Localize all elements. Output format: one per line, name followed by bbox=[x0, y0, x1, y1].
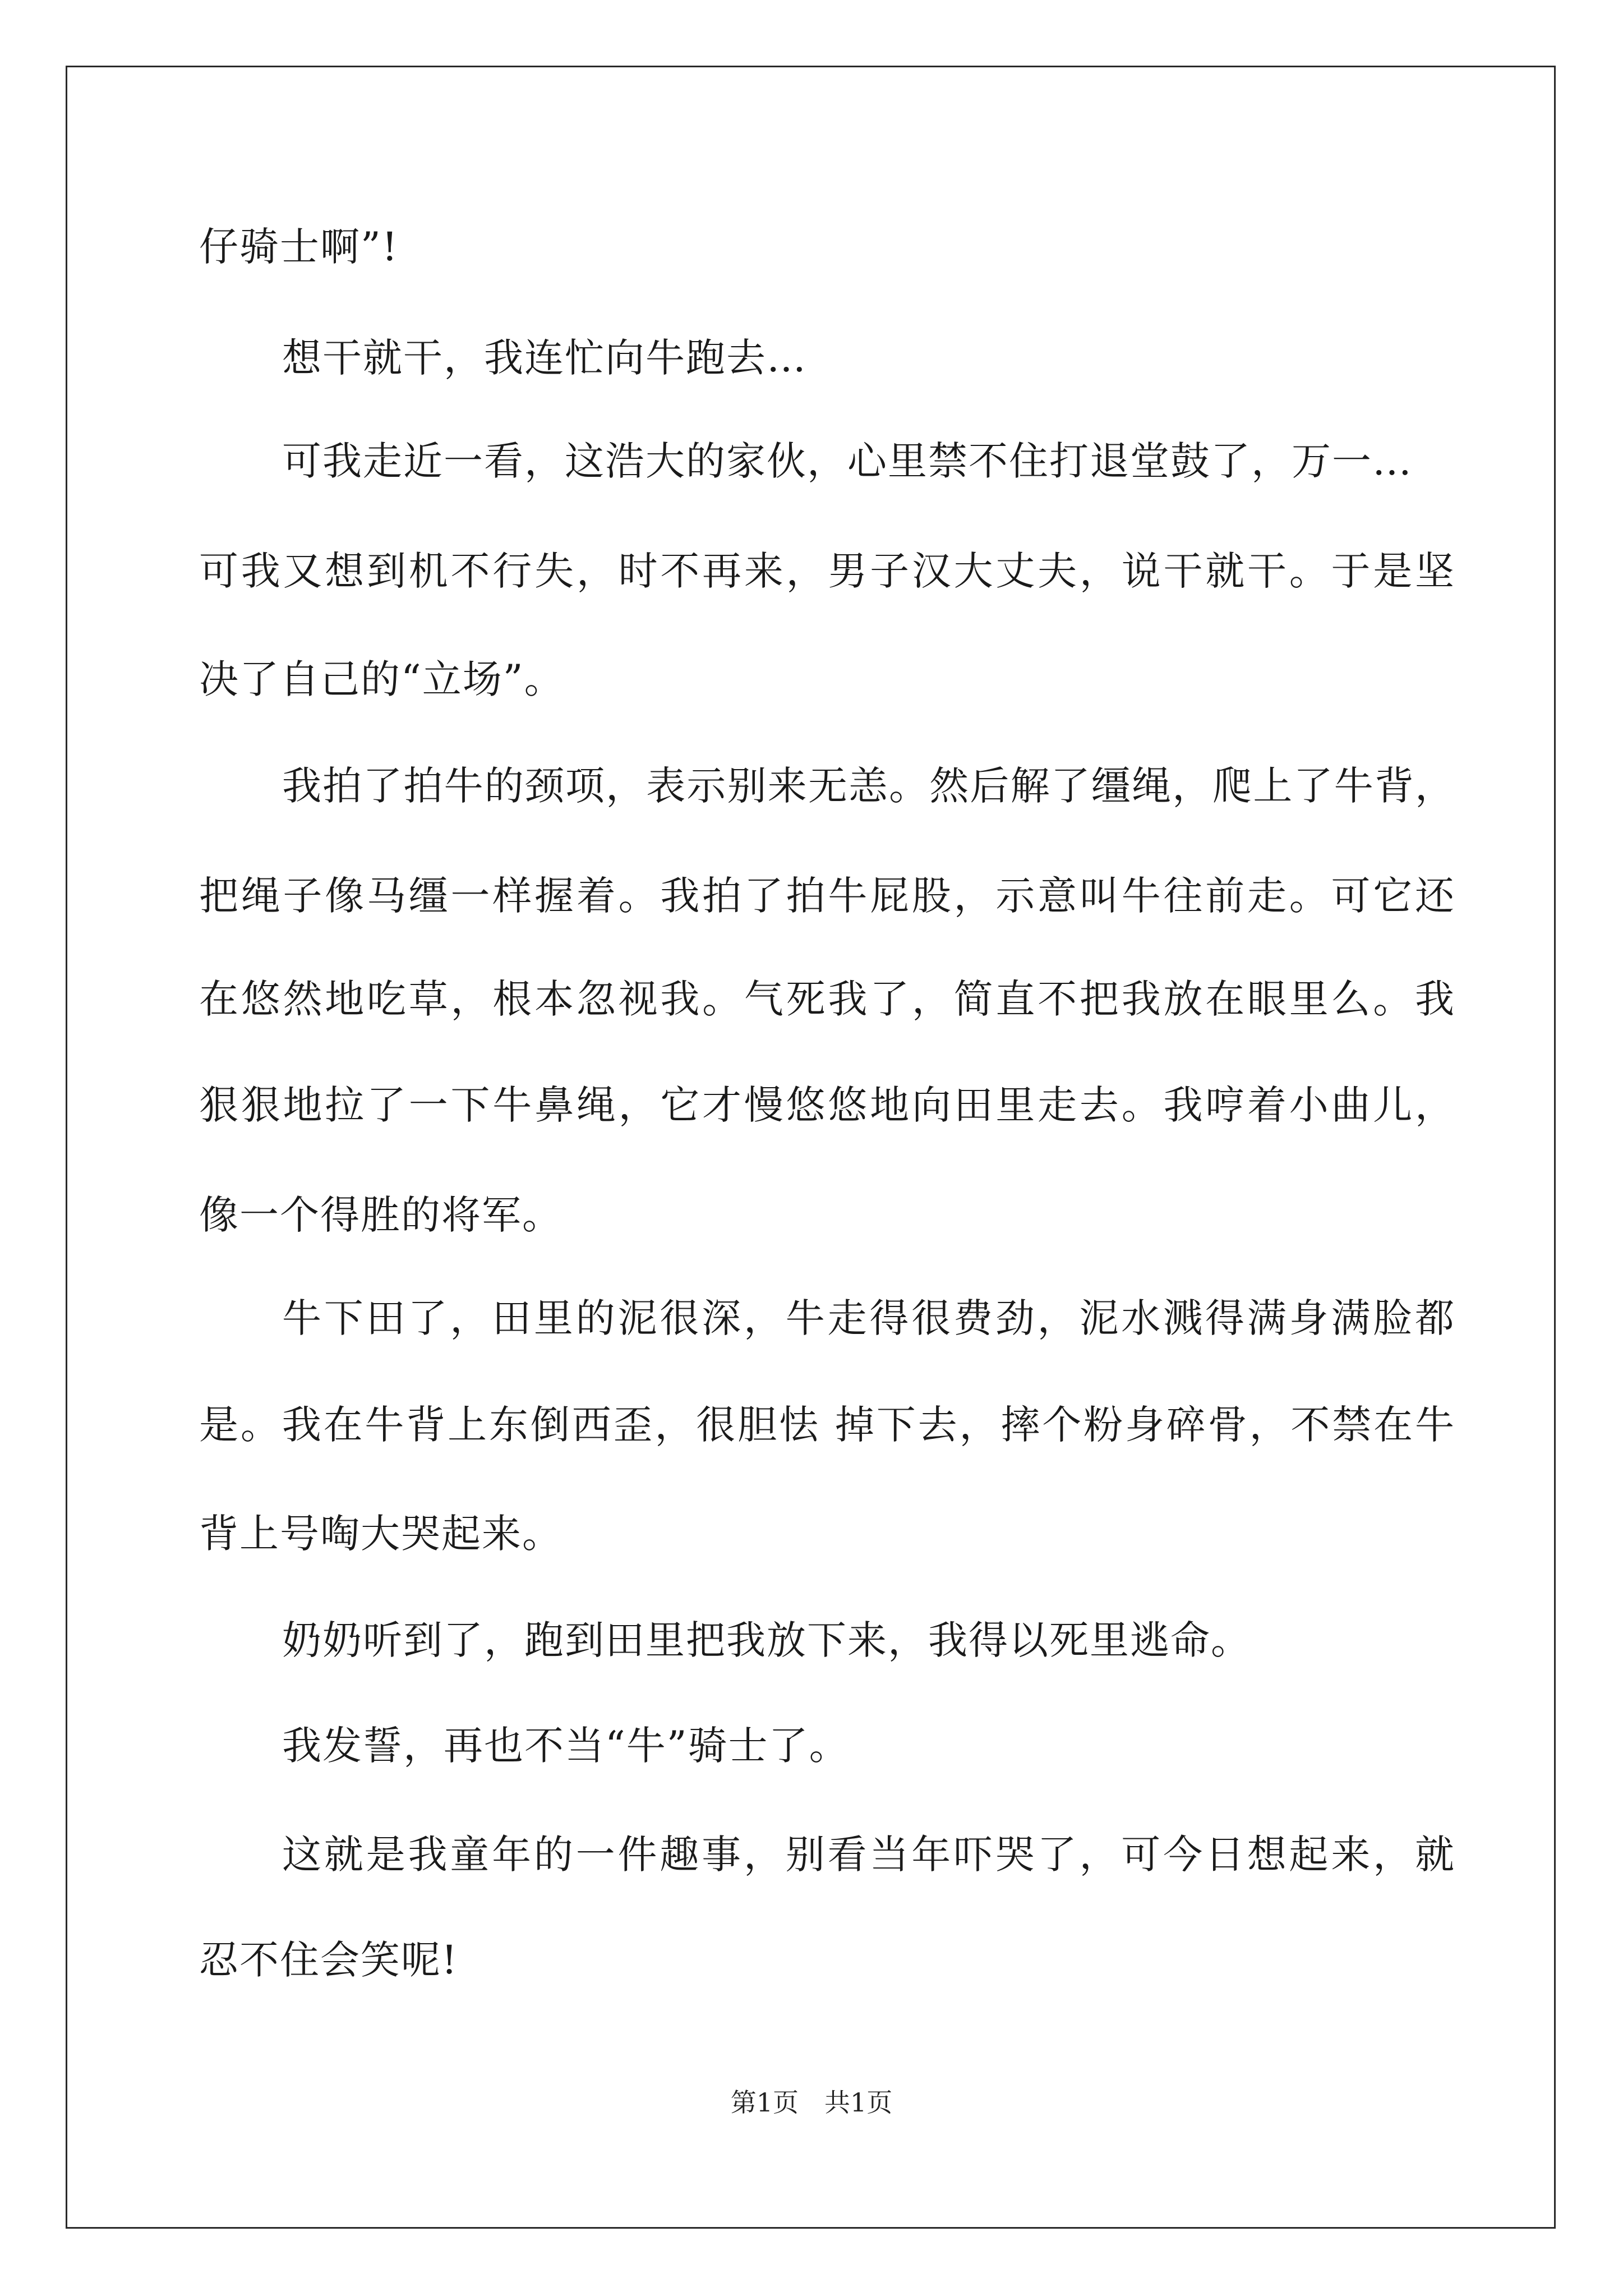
text-line-4: 可我又想到机不行失，时不再来，男子汉大丈夫，说干就干。于是坚 bbox=[199, 548, 1455, 594]
text-line-10: 像一个得胜的将军。 bbox=[199, 1192, 562, 1238]
text-line-5: 决了自己的“立场”。 bbox=[199, 656, 565, 702]
page-number-footer: 第1页 共1页 bbox=[730, 2087, 893, 2118]
text-line-16: 这就是我童年的一件趣事，别看当年吓哭了，可今日想起来，就 bbox=[282, 1832, 1455, 1878]
text-line-17: 忍不住会笑呢! bbox=[199, 1937, 459, 1983]
page-border bbox=[66, 66, 1556, 2229]
text-line-12: 是。我在牛背上东倒西歪，很胆怯 掉下去，摔个粉身碎骨，不禁在牛 bbox=[199, 1402, 1455, 1448]
text-line-6: 我拍了拍牛的颈项，表示别来无恙。然后解了缰绳，爬上了牛背， bbox=[282, 763, 1455, 809]
text-line-7: 把绳子像马缰一样握着。我拍了拍牛屁股，示意叫牛往前走。可它还 bbox=[199, 873, 1455, 919]
text-line-8: 在悠然地吃草，根本忽视我。气死我了，简直不把我放在眼里么。我 bbox=[199, 976, 1455, 1022]
text-line-11: 牛下田了，田里的泥很深，牛走得很费劲，泥水溅得满身满脸都 bbox=[282, 1295, 1455, 1341]
text-line-3: 可我走近一看，这浩大的家伙，心里禁不住打退堂鼓了，万一… bbox=[282, 438, 1413, 484]
text-line-2: 想干就干，我连忙向牛跑去… bbox=[282, 335, 807, 381]
text-line-13: 背上号啕大哭起来。 bbox=[199, 1511, 562, 1557]
text-line-1: 仔骑士啊”! bbox=[199, 224, 399, 270]
text-line-14: 奶奶听到了，跑到田里把我放下来，我得以死里逃命。 bbox=[282, 1617, 1251, 1663]
text-line-9: 狠狠地拉了一下牛鼻绳，它才慢悠悠地向田里走去。我哼着小曲儿， bbox=[199, 1082, 1455, 1128]
text-line-15: 我发誓，再也不当“牛”骑士了。 bbox=[282, 1723, 850, 1769]
